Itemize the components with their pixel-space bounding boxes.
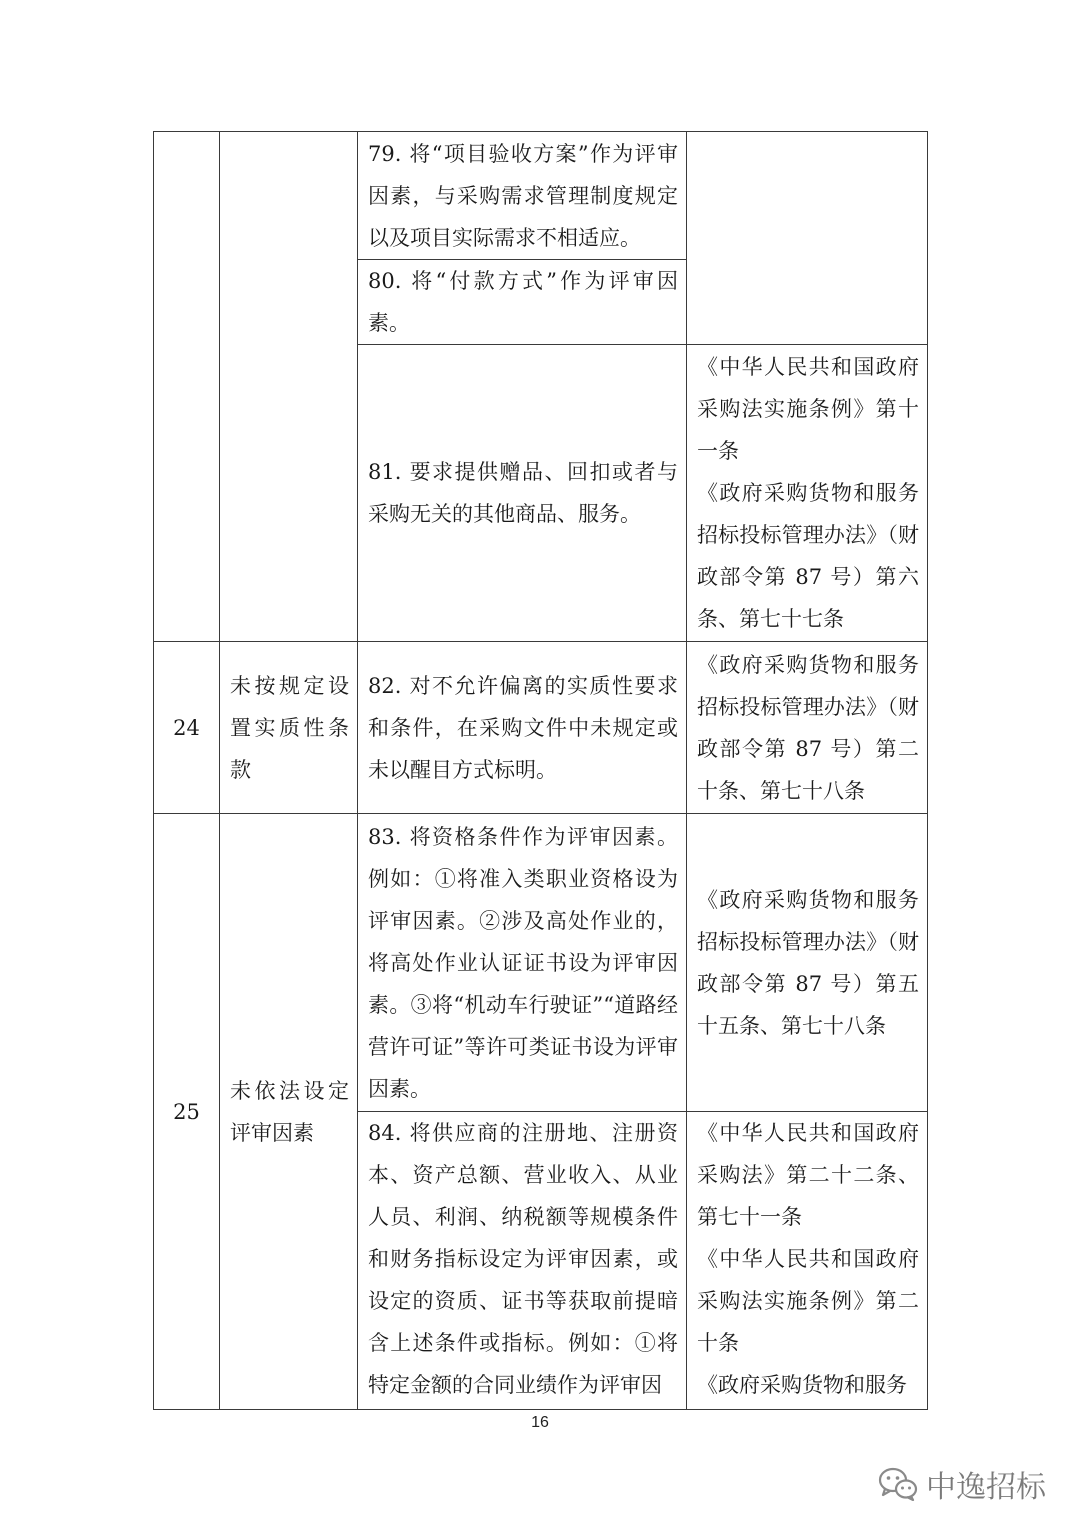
law-ref: 《中华人民共和国政府采购法》第二十二条、第七十一条 xyxy=(697,1121,919,1229)
law-cell-82 xyxy=(687,642,928,814)
category-cell xyxy=(220,132,358,642)
item-83: 83. 将资格条件作为评审因素。例如：①将准入类职业资格设为评审因素。②涉及高处作业的，将高处作业认证证书设为评审因素。③将“机动车行驶证”“道路经营许可证”等许可类证书设为评审因素。 xyxy=(358,814,687,1112)
law-ref: 《政府采购货物和服务招标投标管理办法》（财政部令第 87 号）第二十条、第七十八条 xyxy=(697,652,919,803)
law-ref: 《中华人民共和国政府采购法实施条例》第十一条 xyxy=(697,355,919,463)
category-24: 未按规定设置实质性条款 xyxy=(220,642,358,814)
regulation-table xyxy=(153,131,928,1410)
law-cell-81 xyxy=(687,345,928,642)
row-number-24: 24 xyxy=(154,642,220,814)
item-80: 80. 将“付款方式”作为评审因素。 xyxy=(358,260,687,345)
table-row xyxy=(154,132,928,260)
law-ref: 《政府采购货物和服务 xyxy=(697,1373,907,1397)
item-81: 81. 要求提供赠品、回扣或者与采购无关的其他商品、服务。 xyxy=(358,345,687,642)
law-cell-empty xyxy=(687,132,928,345)
law-cell-84 xyxy=(687,1112,928,1410)
row-number-25: 25 xyxy=(154,814,220,1410)
wechat-icon xyxy=(878,1467,918,1501)
law-cell-83 xyxy=(687,814,928,1112)
item-82: 82. 对不允许偏离的实质性要求和条件，在采购文件中未规定或未以醒目方式标明。 xyxy=(358,642,687,814)
item-84: 84. 将供应商的注册地、注册资本、资产总额、营业收入、从业人员、利润、纳税额等规模条件和财务指标设定为评审因素，或设定的资质、证书等获取前提暗含上述条件或指标。例如：①将特定金额的合同业绩作为评审因 xyxy=(358,1112,687,1410)
law-ref: 《中华人民共和国政府采购法实施条例》第二十条 xyxy=(697,1247,919,1355)
law-ref: 《政府采购货物和服务招标投标管理办法》（财政部令第 87 号）第五十五条、第七十八条 xyxy=(697,887,919,1038)
watermark-text: 中逸招标 xyxy=(926,1470,1046,1505)
row-number-cell xyxy=(154,132,220,642)
watermark xyxy=(878,1462,1046,1506)
category-25: 未依法设定评审因素 xyxy=(220,814,358,1410)
page-number: 16 xyxy=(531,1414,549,1431)
table-row xyxy=(154,642,928,814)
item-79: 79. 将“项目验收方案”作为评审因素，与采购需求管理制度规定以及项目实际需求不相适应。 xyxy=(358,132,687,260)
table-row xyxy=(154,814,928,1112)
law-ref: 《政府采购货物和服务招标投标管理办法》（财政部令第 87 号）第六条、第七十七条 xyxy=(697,481,919,631)
